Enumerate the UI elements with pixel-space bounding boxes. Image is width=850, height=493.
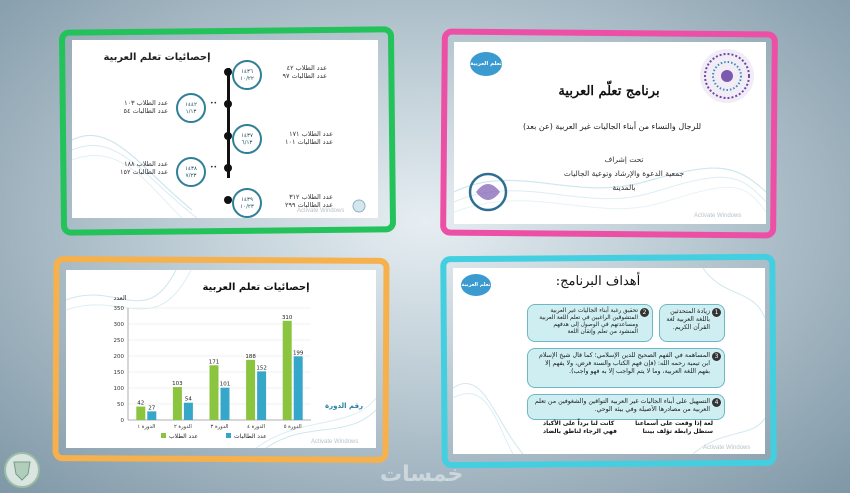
data-label: 27 [148, 405, 156, 412]
poem-verse: كانت لنا برداً على الأكباد [543, 420, 615, 427]
slide-title: إحصائيات تعلم العربية [103, 52, 211, 63]
poem [543, 420, 713, 435]
y-tick-label: 50 [117, 402, 124, 408]
legend-swatch [161, 433, 166, 438]
y-tick-label: 300 [113, 322, 124, 328]
timeline-dot [224, 100, 232, 108]
slide-title: أهداف البرنامج: [555, 274, 641, 289]
data-label: 42 [137, 400, 145, 407]
slide-title: برنامج تعلّم العربية [558, 84, 660, 99]
timeline-dot [224, 196, 232, 204]
bar-students [136, 407, 145, 420]
bar-students [173, 387, 182, 420]
site-watermark: خمسات [380, 462, 464, 487]
activation-watermark: Activate Windows [703, 445, 751, 451]
goal-number: 2 [640, 308, 649, 317]
y-tick-label: 200 [113, 354, 124, 360]
goal-text: التسهيل على أبناء الجاليات غير العربية التواقين والشغوفين من تعلم العربية من مصادرها الأصيلة وفي بيئة الوحي. [534, 398, 710, 413]
bar-students [283, 321, 292, 420]
timeline-dot [224, 164, 232, 172]
timeline-axis [227, 68, 230, 178]
goal-text: زيادة المتحدثين باللغة العربية لغة القرآن الكريم. [666, 308, 710, 331]
goal-item [527, 348, 725, 388]
bar-female [184, 403, 193, 420]
goal-number: 1 [712, 308, 721, 317]
slide-title-card[interactable] [454, 42, 766, 224]
data-label: 171 [208, 359, 220, 366]
y-tick-label: 350 [113, 306, 124, 312]
data-label: 188 [245, 353, 256, 360]
date-badge: ١٤٣٩ ١٠/٢٣ [232, 188, 262, 218]
date-badge: ١٤٣٧ ٦/١٣ [232, 124, 262, 154]
event-stats: عدد الطلاب ٤٢ عدد الطالبات ٩٧ [282, 64, 327, 80]
goal-item [527, 394, 725, 420]
y-tick-label: 100 [113, 386, 124, 392]
y-tick-label: 0 [120, 418, 124, 424]
x-tick-label: الدورة ٥ [283, 424, 302, 430]
y-tick-label: 250 [113, 338, 124, 344]
y-axis-label: العدد [113, 294, 127, 302]
bar-female [221, 388, 230, 420]
goal-item [659, 304, 725, 342]
bar-students [210, 365, 219, 420]
connector: •• [210, 100, 218, 107]
poem-verse: لغة إذا وقعت على أسماعنا [635, 420, 713, 427]
poem-verse: ستظل رابطة تؤلف بيننا [642, 427, 713, 435]
goal-item [527, 304, 653, 342]
date-badge: ١٤٣٦ ١٠/٢٢ [232, 60, 262, 90]
legend-label: عدد الطلاب [169, 433, 198, 440]
legend-swatch [226, 433, 231, 438]
data-label: 101 [219, 381, 231, 388]
activation-watermark: Activate Windows [694, 213, 742, 219]
data-label: 152 [256, 365, 267, 372]
slide-chart[interactable] [66, 270, 376, 448]
x-tick-label: الدورة ٢ [173, 424, 192, 430]
slide-timeline[interactable] [72, 40, 378, 218]
connector: •• [210, 164, 218, 171]
shield-logo-icon [4, 452, 40, 488]
logo: تعلم العربية [461, 274, 491, 296]
activation-watermark: Activate Windows [297, 208, 345, 214]
goal-text: المساهمة في الفهم الصحيح للدين الإسلامي؛ كما قال شيخ الإسلام ابن تيمية رحمه الله: (فإن فهم الكتاب والسنة فرض، ولا يفهم إلا بفهم اللغة العربية، وما لا يتم الواجب إلا به فهو واجب). [539, 352, 710, 375]
goal-number: 4 [712, 398, 721, 407]
event-stats: عدد الطلاب ١٨٨ عدد الطالبات ١٥٢ [120, 160, 168, 176]
poem-verse: فهي الرجاء لناطق بالضاد [543, 427, 617, 435]
chart-title: إحصائيات تعلم العربية [202, 282, 310, 293]
org-name: جمعية الدعوة والإرشاد وتوعية الجاليات [563, 169, 685, 178]
slide2-decor [454, 42, 766, 224]
timeline-dot [224, 68, 232, 76]
bar-female [257, 371, 266, 420]
logo: تعلم العربية [470, 52, 502, 76]
date-badge: ١٤٤٢ ١/١٣ [176, 93, 206, 123]
timeline-dot [224, 132, 232, 140]
event-stats: عدد الطلاب ٣١٢ عدد الطالبات ٢٩٩ [285, 193, 333, 209]
bar-female [294, 356, 303, 420]
org-city: بالمدينة [612, 183, 636, 192]
y-tick-label: 150 [113, 370, 124, 376]
date-badge: ١٤٣٨ ٧/٢٣ [176, 157, 206, 187]
slide-subtitle: للرجال والنساء من أبناء الجاليات غير العربية (عن بعد) [522, 122, 702, 131]
data-label: 103 [172, 381, 183, 388]
x-axis-label: رقم الدورة [324, 402, 364, 410]
x-tick-label: الدورة ٣ [210, 424, 229, 430]
bar-chart [66, 270, 376, 448]
event-stats: عدد الطلاب ١٠٣ عدد الطالبات ٥٤ [123, 99, 168, 115]
data-label: 54 [184, 396, 192, 403]
supervision-label: تحت إشراف [604, 155, 644, 164]
activation-watermark: Activate Windows [311, 439, 359, 445]
slide-goals[interactable] [453, 268, 765, 454]
data-label: 310 [281, 314, 293, 321]
event-stats: عدد الطلاب ١٧١ عدد الطالبات ١٠١ [285, 130, 333, 146]
x-tick-label: الدورة ١ [137, 424, 156, 430]
goal-text: تحقيق رغبة أبناء الجاليات غير العربية المتشوقين الراغبين في تعلم اللغة العربية ومساعدتهم في الوصول إلى هدفهم المنشود من تعلم وإتقان اللغة [539, 308, 638, 335]
goal-number: 3 [712, 352, 721, 361]
data-label: 199 [292, 350, 304, 357]
bar-students [246, 360, 255, 420]
x-tick-label: الدورة ٤ [247, 424, 266, 430]
legend-label: عدد الطالبات [234, 433, 267, 440]
timeline-decor [72, 40, 378, 218]
bar-female [147, 411, 156, 420]
